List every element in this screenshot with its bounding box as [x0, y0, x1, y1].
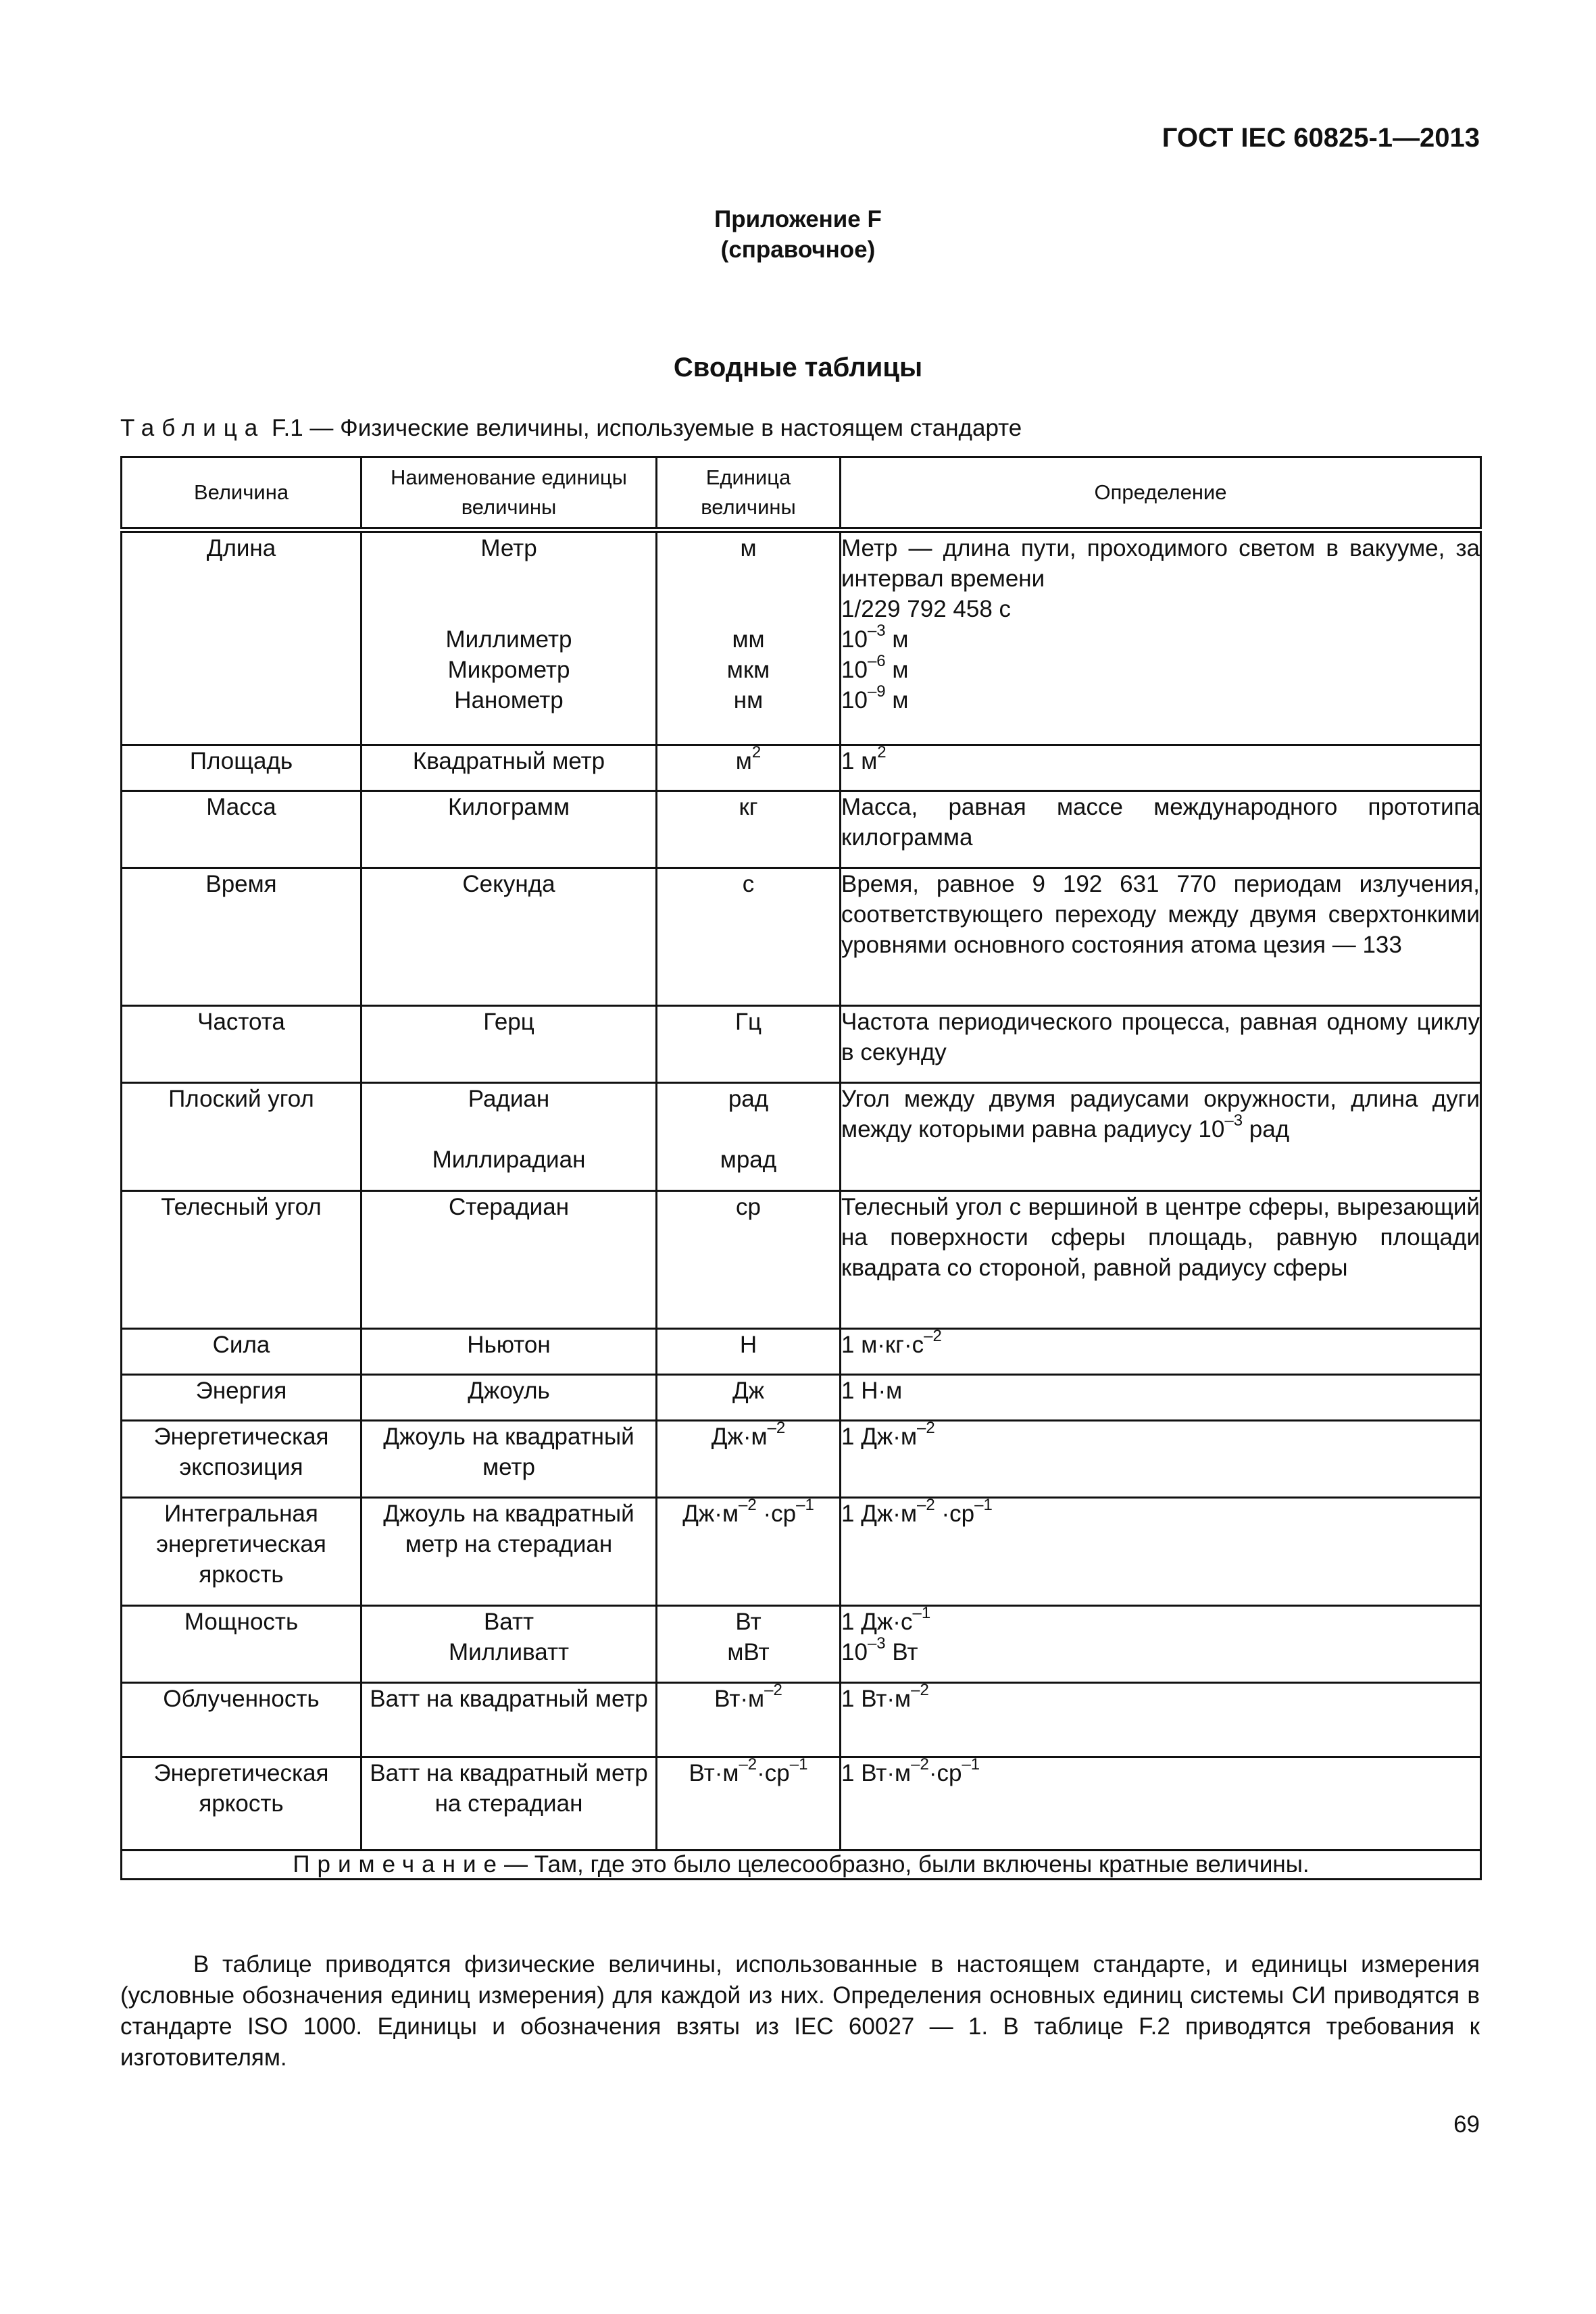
body-paragraph	[120, 1949, 1480, 2073]
unit-name: Милливатт	[448, 1639, 570, 1665]
cell-quantity: Площадь	[122, 745, 361, 791]
table-caption	[120, 415, 1022, 442]
cell-quantity: Интегральная энергетическая яркость	[122, 1498, 361, 1606]
definition-text: $10^{-3}$ м	[841, 622, 909, 653]
table-row	[122, 1375, 1481, 1421]
unit-symbol: Вт	[735, 1609, 762, 1635]
note-text: — Там, где это было целесообразно, были включены кратные величины.	[503, 1851, 1310, 1878]
unit-symbol: мм	[732, 626, 765, 653]
table-row	[122, 791, 1481, 868]
cell-definition: Угол между двумя радиусами окружности, длина дуги между которыми равна радиусу $10^{-3}$ рад	[841, 1083, 1481, 1191]
cell-unit-name: Стерадиан	[361, 1191, 657, 1329]
cell-definition: 1 Н·м	[841, 1375, 1481, 1421]
cell-unit-name	[361, 1083, 657, 1191]
unit-symbol: рад	[728, 1086, 769, 1112]
table-row	[122, 1421, 1481, 1498]
cell-quantity: Облученность	[122, 1683, 361, 1757]
table-header-row	[122, 457, 1481, 530]
table-row	[122, 1006, 1481, 1083]
cell-quantity: Плоский угол	[122, 1083, 361, 1191]
cell-unit	[657, 530, 841, 745]
paragraph-text: В таблице приводятся физические величины, использованные в настоящем стандарте, и единицы измерения (условные обозначения единиц измерения) для каждой из них. Определения основных единиц системы СИ приводятся в стандарте ISO 1000. Единицы и обозначения взяты из IEC 60027 — 1. В таблице F.2 приводятся требования к изготовителям.	[120, 1951, 1480, 2071]
cell-quantity: Телесный угол	[122, 1191, 361, 1329]
document-number: ГОСТ IEC 60825-1—2013	[1162, 123, 1480, 153]
header-unit-name: Наименование единицы величины	[361, 457, 657, 530]
table-row	[122, 1191, 1481, 1329]
cell-unit-name: Квадратный метр	[361, 745, 657, 791]
header-unit: Единица величины	[657, 457, 841, 530]
table-note-row	[122, 1851, 1481, 1880]
section-heading: Сводные таблицы	[673, 353, 923, 382]
cell-unit: $Вт\cdot м^{-2}\cdot ср^{-1}$	[657, 1757, 841, 1851]
table-row	[122, 1498, 1481, 1606]
cell-unit	[657, 1606, 841, 1683]
cell-quantity: Мощность	[122, 1606, 361, 1683]
cell-quantity: Частота	[122, 1006, 361, 1083]
cell-quantity: Длина	[122, 530, 361, 745]
cell-unit-name: Джоуль	[361, 1375, 657, 1421]
unit-name: Ватт	[483, 1609, 534, 1635]
cell-unit-name: Килограмм	[361, 791, 657, 868]
unit-name: Микрометр	[447, 657, 570, 683]
header-definition: Определение	[841, 457, 1481, 530]
unit-name: Нанометр	[454, 687, 564, 713]
unit-symbol: м	[740, 535, 757, 561]
cell-quantity: Энергия	[122, 1375, 361, 1421]
unit-name: Миллирадиан	[432, 1147, 586, 1173]
cell-unit-name: Секунда	[361, 868, 657, 1006]
definition-text: 1/229 792 458 с	[841, 596, 1012, 622]
cell-definition	[841, 1606, 1481, 1683]
cell-unit-name: Ньютон	[361, 1329, 657, 1375]
cell-definition: Частота периодического процесса, равная одному циклу в секунду	[841, 1006, 1481, 1083]
cell-quantity: Время	[122, 868, 361, 1006]
cell-unit: $Вт\cdot м^{-2}$	[657, 1683, 841, 1757]
definition-text: Метр — длина пути, проходимого светом в вакууме, за интервал времени	[841, 535, 1480, 592]
cell-definition: 1 $м^2$	[841, 745, 1481, 791]
table-row	[122, 1606, 1481, 1683]
cell-unit-name	[361, 1606, 657, 1683]
table-row	[122, 1757, 1481, 1851]
cell-unit-name	[361, 530, 657, 745]
cell-unit: $Дж\cdot м^{-2} \cdot ср^{-1}$	[657, 1498, 841, 1606]
page-number: 69	[1453, 2111, 1480, 2138]
units-table	[120, 456, 1482, 1880]
cell-unit	[657, 1083, 841, 1191]
cell-definition: 1 $Вт\cdot м^{-2}\cdot ср^{-1}$	[841, 1757, 1481, 1851]
definition-text: $10^{-3}$ Вт	[841, 1634, 918, 1665]
table-row	[122, 868, 1481, 1006]
cell-unit-name: Джоуль на квадратный метр	[361, 1421, 657, 1498]
cell-unit: кг	[657, 791, 841, 868]
definition-text: $10^{-6}$ м	[841, 652, 909, 683]
annex-title: Приложение F	[714, 206, 882, 232]
table-row	[122, 1083, 1481, 1191]
header-quantity: Величина	[122, 457, 361, 530]
unit-symbol: мВт	[727, 1639, 770, 1665]
cell-quantity: Энергетическая яркость	[122, 1757, 361, 1851]
cell-definition: 1 $м\cdot кг\cdot с^{-2}$	[841, 1329, 1481, 1375]
cell-unit: с	[657, 868, 841, 1006]
unit-name: Метр	[480, 535, 537, 561]
cell-quantity: Масса	[122, 791, 361, 868]
cell-quantity: Сила	[122, 1329, 361, 1375]
cell-unit-name: Герц	[361, 1006, 657, 1083]
cell-definition: Телесный угол с вершиной в центре сферы, вырезающий на поверхности сферы площадь, равную площади квадрата со стороной, равной радиусу сферы	[841, 1191, 1481, 1329]
cell-unit-name: Ватт на квадратный метр на стерадиан	[361, 1757, 657, 1851]
cell-unit-name: Ватт на квадратный метр	[361, 1683, 657, 1757]
table-note	[122, 1851, 1481, 1880]
unit-symbol: мкм	[726, 657, 770, 683]
cell-definition: Масса, равная массе международного прототипа килограмма	[841, 791, 1481, 868]
cell-definition: 1 $Вт\cdot м^{-2}$	[841, 1683, 1481, 1757]
cell-definition: 1 $Дж\cdot м^{-2} \cdot ср^{-1}$	[841, 1498, 1481, 1606]
cell-unit: ср	[657, 1191, 841, 1329]
unit-symbol: нм	[733, 687, 764, 713]
note-label: Примечание	[293, 1851, 504, 1878]
table-row	[122, 530, 1481, 745]
cell-unit: Н	[657, 1329, 841, 1375]
cell-definition: 1 $Дж\cdot м^{-2}$	[841, 1421, 1481, 1498]
cell-unit: $Дж\cdot м^{-2}$	[657, 1421, 841, 1498]
cell-unit: Гц	[657, 1006, 841, 1083]
cell-quantity: Энергетическая экспозиция	[122, 1421, 361, 1498]
definition-text: 1 $Дж\cdot с^{-1}$	[841, 1604, 931, 1635]
cell-unit: $м^2$	[657, 745, 841, 791]
cell-unit-name: Джоуль на квадратный метр на стерадиан	[361, 1498, 657, 1606]
cell-definition: Время, равное 9 192 631 770 периодам излучения, соответствующего переходу между двумя сверхтонкими уровнями основного состояния атома цезия — 133	[841, 868, 1481, 1006]
unit-symbol: мрад	[720, 1147, 777, 1173]
definition-text: $10^{-9}$ м	[841, 682, 909, 713]
table-row	[122, 745, 1481, 791]
cell-unit: Дж	[657, 1375, 841, 1421]
unit-name: Миллиметр	[445, 626, 572, 653]
unit-name: Радиан	[468, 1086, 550, 1112]
table-row	[122, 1329, 1481, 1375]
cell-definition	[841, 530, 1481, 745]
table-caption-text: F.1 — Физические величины, используемые в настоящем стандарте	[271, 415, 1022, 441]
annex-type: (справочное)	[720, 236, 876, 263]
table-row	[122, 1683, 1481, 1757]
table-caption-prefix: Таблица	[120, 415, 266, 441]
